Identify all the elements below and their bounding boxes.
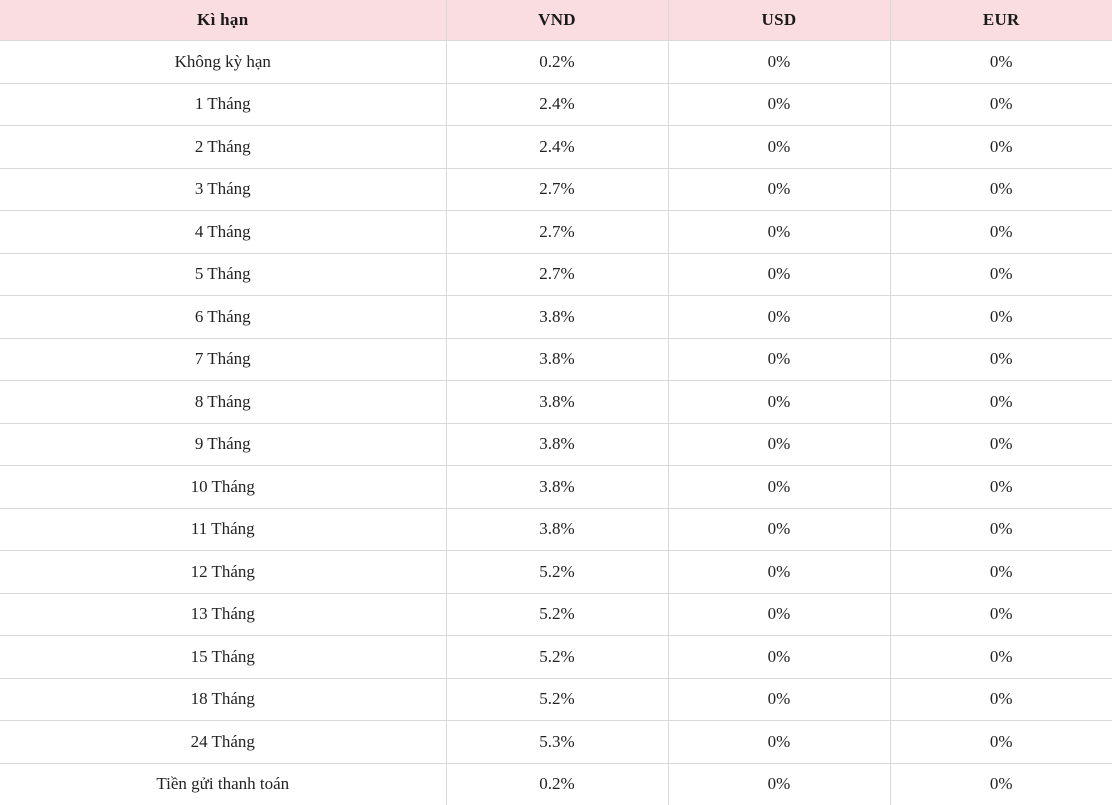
cell-vnd: 3.8% bbox=[446, 381, 668, 424]
cell-term: 3 Tháng bbox=[0, 168, 446, 211]
cell-usd: 0% bbox=[668, 636, 890, 679]
cell-term: Không kỳ hạn bbox=[0, 41, 446, 84]
table-row bbox=[0, 636, 1112, 679]
cell-term: 4 Tháng bbox=[0, 211, 446, 254]
cell-eur: 0% bbox=[890, 296, 1112, 339]
cell-vnd: 2.7% bbox=[446, 253, 668, 296]
cell-vnd: 5.3% bbox=[446, 721, 668, 764]
cell-eur: 0% bbox=[890, 636, 1112, 679]
table-row bbox=[0, 338, 1112, 381]
table-row bbox=[0, 508, 1112, 551]
cell-eur: 0% bbox=[890, 126, 1112, 169]
cell-eur: 0% bbox=[890, 211, 1112, 254]
cell-usd: 0% bbox=[668, 381, 890, 424]
cell-eur: 0% bbox=[890, 551, 1112, 594]
table-row bbox=[0, 593, 1112, 636]
cell-vnd: 3.8% bbox=[446, 338, 668, 381]
cell-eur: 0% bbox=[890, 381, 1112, 424]
cell-term: 18 Tháng bbox=[0, 678, 446, 721]
cell-usd: 0% bbox=[668, 763, 890, 805]
cell-eur: 0% bbox=[890, 593, 1112, 636]
cell-vnd: 5.2% bbox=[446, 551, 668, 594]
cell-usd: 0% bbox=[668, 126, 890, 169]
cell-usd: 0% bbox=[668, 678, 890, 721]
cell-vnd: 5.2% bbox=[446, 593, 668, 636]
cell-vnd: 3.8% bbox=[446, 466, 668, 509]
cell-term: 12 Tháng bbox=[0, 551, 446, 594]
cell-term: 11 Tháng bbox=[0, 508, 446, 551]
table-header-row bbox=[0, 0, 1112, 41]
cell-eur: 0% bbox=[890, 721, 1112, 764]
cell-vnd: 5.2% bbox=[446, 636, 668, 679]
cell-vnd: 3.8% bbox=[446, 296, 668, 339]
column-header-eur: EUR bbox=[890, 0, 1112, 41]
cell-usd: 0% bbox=[668, 168, 890, 211]
cell-term: 10 Tháng bbox=[0, 466, 446, 509]
cell-usd: 0% bbox=[668, 721, 890, 764]
cell-eur: 0% bbox=[890, 338, 1112, 381]
column-header-vnd: VND bbox=[446, 0, 668, 41]
table-row bbox=[0, 296, 1112, 339]
cell-vnd: 0.2% bbox=[446, 763, 668, 805]
table-row bbox=[0, 763, 1112, 805]
table-row bbox=[0, 253, 1112, 296]
cell-vnd: 2.7% bbox=[446, 211, 668, 254]
table-row bbox=[0, 211, 1112, 254]
cell-usd: 0% bbox=[668, 508, 890, 551]
cell-eur: 0% bbox=[890, 423, 1112, 466]
cell-term: 24 Tháng bbox=[0, 721, 446, 764]
cell-term: 8 Tháng bbox=[0, 381, 446, 424]
cell-vnd: 0.2% bbox=[446, 41, 668, 84]
table-header bbox=[0, 0, 1112, 41]
cell-eur: 0% bbox=[890, 763, 1112, 805]
cell-vnd: 2.4% bbox=[446, 83, 668, 126]
cell-usd: 0% bbox=[668, 41, 890, 84]
table-row bbox=[0, 721, 1112, 764]
cell-eur: 0% bbox=[890, 253, 1112, 296]
cell-term: Tiền gửi thanh toán bbox=[0, 763, 446, 805]
cell-eur: 0% bbox=[890, 41, 1112, 84]
table-row bbox=[0, 168, 1112, 211]
cell-usd: 0% bbox=[668, 593, 890, 636]
cell-usd: 0% bbox=[668, 338, 890, 381]
cell-usd: 0% bbox=[668, 253, 890, 296]
cell-vnd: 2.4% bbox=[446, 126, 668, 169]
cell-vnd: 5.2% bbox=[446, 678, 668, 721]
cell-vnd: 3.8% bbox=[446, 508, 668, 551]
cell-term: 15 Tháng bbox=[0, 636, 446, 679]
table-row bbox=[0, 381, 1112, 424]
cell-usd: 0% bbox=[668, 551, 890, 594]
column-header-usd: USD bbox=[668, 0, 890, 41]
column-header-term: Kì hạn bbox=[0, 0, 446, 41]
cell-term: 13 Tháng bbox=[0, 593, 446, 636]
cell-term: 5 Tháng bbox=[0, 253, 446, 296]
cell-term: 7 Tháng bbox=[0, 338, 446, 381]
cell-eur: 0% bbox=[890, 83, 1112, 126]
cell-eur: 0% bbox=[890, 678, 1112, 721]
cell-vnd: 2.7% bbox=[446, 168, 668, 211]
cell-usd: 0% bbox=[668, 211, 890, 254]
cell-term: 2 Tháng bbox=[0, 126, 446, 169]
cell-usd: 0% bbox=[668, 296, 890, 339]
cell-usd: 0% bbox=[668, 466, 890, 509]
table-row bbox=[0, 551, 1112, 594]
table-row bbox=[0, 83, 1112, 126]
cell-eur: 0% bbox=[890, 508, 1112, 551]
table-row bbox=[0, 466, 1112, 509]
cell-vnd: 3.8% bbox=[446, 423, 668, 466]
table-row bbox=[0, 423, 1112, 466]
cell-eur: 0% bbox=[890, 466, 1112, 509]
cell-term: 1 Tháng bbox=[0, 83, 446, 126]
cell-usd: 0% bbox=[668, 83, 890, 126]
table-row bbox=[0, 41, 1112, 84]
table-row bbox=[0, 126, 1112, 169]
cell-term: 9 Tháng bbox=[0, 423, 446, 466]
cell-usd: 0% bbox=[668, 423, 890, 466]
table-body bbox=[0, 41, 1112, 805]
cell-term: 6 Tháng bbox=[0, 296, 446, 339]
cell-eur: 0% bbox=[890, 168, 1112, 211]
table-row bbox=[0, 678, 1112, 721]
